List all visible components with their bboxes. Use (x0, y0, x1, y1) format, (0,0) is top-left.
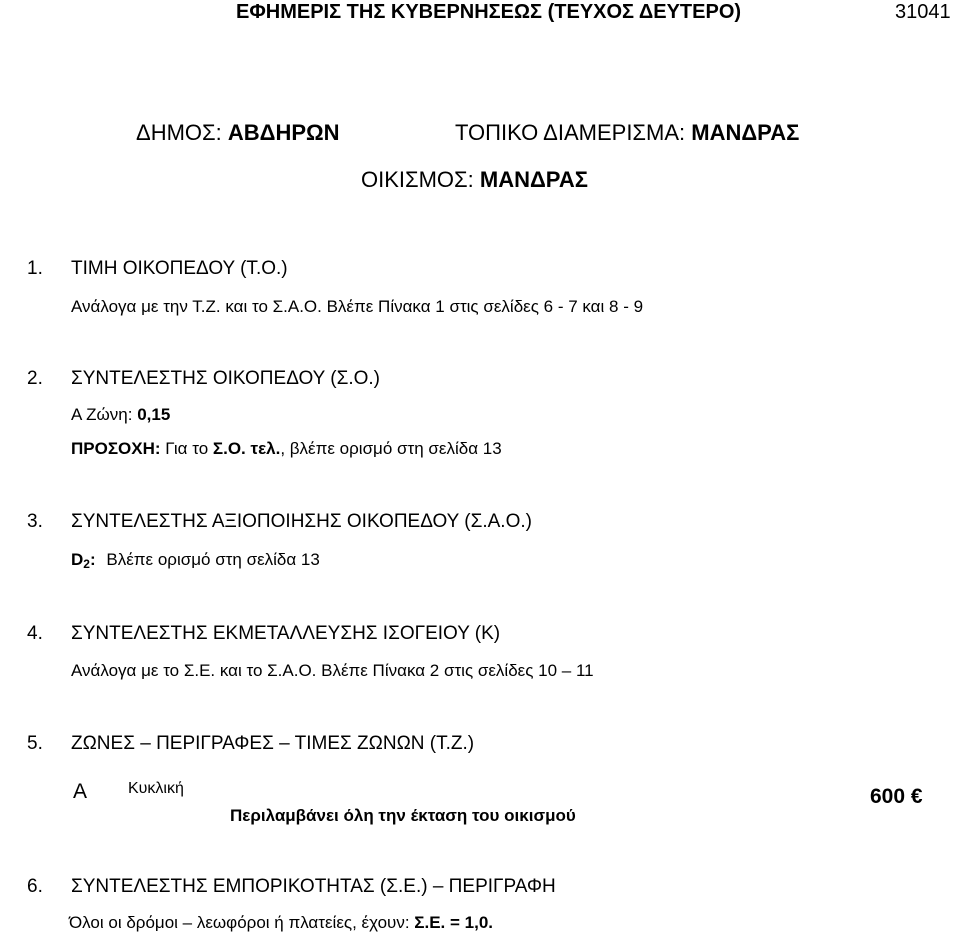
zone-type: Κυκλική (128, 780, 184, 797)
section-5-heading (27, 733, 475, 755)
section-6-heading (27, 876, 556, 898)
municipality-value: ΑΒΔΗΡΩΝ (227, 120, 340, 145)
zone-label: Α Ζώνη: (71, 405, 138, 424)
section-6-text-start: Όλοι οι δρόμοι – λεωφόροι ή πλατείες, έχουν: (69, 913, 415, 932)
zone-description: Περιλαμβάνει όλη την έκταση του οικισμού (230, 806, 576, 825)
section-3-heading (27, 511, 532, 533)
zone-letter: Α (73, 780, 88, 803)
attention-note (71, 439, 502, 459)
zone-value: 0,15 (137, 405, 171, 424)
section-title: ΖΩΝΕΣ – ΠΕΡΙΓΡΑΦΕΣ – ΤΙΜΕΣ ΖΩΝΩΝ (Τ.Ζ.) (71, 733, 475, 754)
d2-text: Βλέπε ορισμό στη σελίδα 13 (106, 550, 320, 569)
municipality-label: ΔΗΜΟΣ: (136, 120, 222, 145)
settlement-label: ΟΙΚΙΣΜΟΣ: (361, 167, 474, 192)
attention-end: , βλέπε ορισμό στη σελίδα 13 (280, 439, 502, 458)
zone-coefficient-line (71, 405, 170, 425)
section-number: 5. (27, 733, 43, 754)
settlement-line (361, 167, 588, 193)
district-label: ΤΟΠΙΚΟ ΔΙΑΜΕΡΙΣΜΑ: (455, 120, 686, 145)
section-title: ΤΙΜΗ ΟΙΚΟΠΕΔΟΥ (Τ.Ο.) (71, 258, 288, 279)
section-4-heading (27, 623, 501, 645)
settlement-value: ΜΑΝΔΡΑΣ (479, 167, 588, 192)
section-number: 3. (27, 511, 43, 532)
section-1-text: Ανάλογα με την Τ.Ζ. και το Σ.Α.Ο. Βλέπε Πίνακα 1 στις σελίδες 6 - 7 και 8 - 9 (71, 297, 644, 316)
municipality-line (136, 120, 340, 146)
page-number: 31041 (895, 1, 951, 23)
section-number: 1. (27, 258, 43, 279)
section-number: 6. (27, 876, 43, 897)
district-line (455, 120, 799, 146)
section-4-text: Ανάλογα με το Σ.Ε. και το Σ.Α.Ο. Βλέπε Πίνακα 2 στις σελίδες 10 – 11 (71, 661, 594, 680)
section-6-text-value: Σ.Ε. = 1,0. (414, 913, 494, 932)
attention-label: ΠΡΟΣΟΧΗ: (71, 439, 161, 458)
d-subscript: 2 (83, 557, 90, 571)
attention-term: Σ.Ο. τελ. (212, 439, 281, 458)
section-6-text (69, 913, 493, 933)
section-title: ΣΥΝΤΕΛΕΣΤΗΣ ΕΜΠΟΡΙΚΟΤΗΤΑΣ (Σ.Ε.) – ΠΕΡΙΓΡΑΦΗ (71, 876, 556, 897)
gazette-header-title: ΕΦΗΜΕΡΙΣ ΤΗΣ ΚΥΒΕΡΝΗΣΕΩΣ (ΤΕΥΧΟΣ ΔΕΥΤΕΡΟ) (236, 1, 742, 23)
section-title: ΣΥΝΤΕΛΕΣΤΗΣ ΑΞΙΟΠΟΙΗΣΗΣ ΟΙΚΟΠΕΔΟΥ (Σ.Α.Ο.) (71, 511, 532, 532)
attention-mid: Για το (160, 439, 213, 458)
d-letter: D (71, 550, 84, 569)
section-number: 2. (27, 368, 43, 389)
d2-line (71, 550, 320, 571)
zone-price: 600 € (870, 785, 923, 808)
section-title: ΣΥΝΤΕΛΕΣΤΗΣ ΟΙΚΟΠΕΔΟΥ (Σ.Ο.) (71, 368, 381, 389)
section-title: ΣΥΝΤΕΛΕΣΤΗΣ ΕΚΜΕΤΑΛΛΕΥΣΗΣ ΙΣΟΓΕΙΟΥ (Κ) (71, 623, 501, 644)
district-value: ΜΑΝΔΡΑΣ (691, 120, 800, 145)
section-1-heading (27, 258, 288, 280)
section-2-heading (27, 368, 381, 390)
d-colon: : (89, 550, 96, 569)
section-number: 4. (27, 623, 43, 644)
